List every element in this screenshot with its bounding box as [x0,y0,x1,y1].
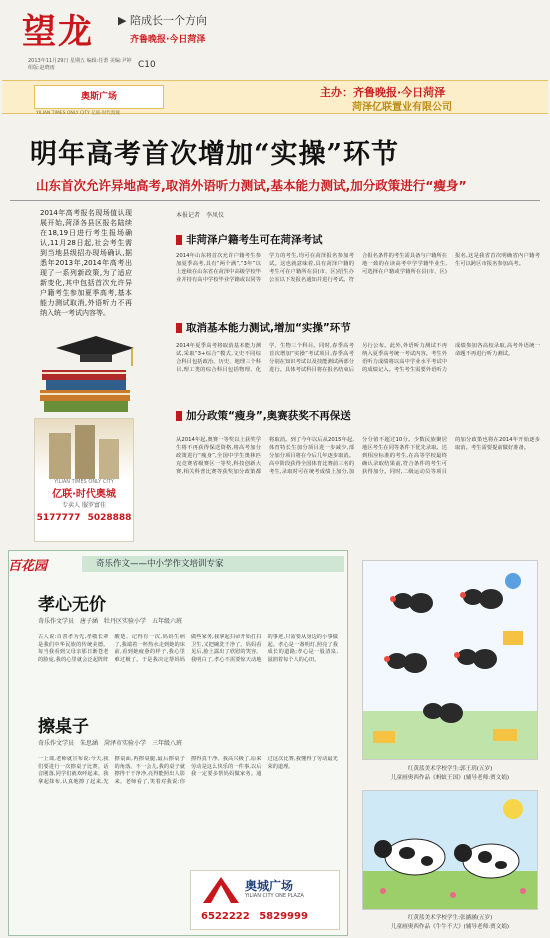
banner-ad-sub: YILIAN TIMES ONLY CITY 亿联·时代奥城 [36,111,120,116]
books-graduation-cap-icon [36,330,136,416]
section-heading-1 [176,232,323,247]
article-lead: 2014年高考报名现场值认现展开始,菏泽各县区报名陆续在18,19日进行考生报场确认,11月28日起,社会考生需到当地县级招办现场确认,据悉年2013年,2014年高考出现了一系列新政策,为了适应新变化,其中包括首次允许异户籍考生参加夏季高考,基本能力测试取消,外语听力不再纳入统一考试内容等。 [40,209,132,317]
page-number: C10 [138,60,156,70]
plaza-logo-icon [201,875,241,905]
article-subhead: 山东首次允许异地高考,取消外语听力测试,基本能力测试,加分政策进行“瘦身” [36,178,467,193]
painting-ant-kingdom[interactable] [362,560,538,760]
painting-caption-2b: 儿童画奥西作品《牛牛不大》(辅导老师:贾文娟) [390,924,510,930]
yilian-ad[interactable] [34,418,134,542]
painting-cows[interactable] [362,790,538,910]
section-body-3: 从2014年起,奥赛一等奖以上获奖学生将不再获得保送资格,将高考加分政策进行“瘦身”,全国中学生奥林匹克竞赛省级赛区一等奖,科技创新大赛,相关科普比赛等获奖加分政策都将取消。到了今年以后从2015年起,体育特长生加分项目进一步减少,部分加分项目将在今后几年逐步取消。高中阶段获得全国体育比赛前三名的考生,录取时可在统考成绩上加分,加分分值不超过10分。少数民族聚居地区考生在同等条件下优先录取。达到相应标准的考生,在高等学校最终确认录取结果前,符合条件的考生可获得加分。同时,二级运动员等项目的加分政策也将在2014年开始逐步取消。考生需要提前做好准备。 [176,437,540,475]
plaza-en: YILIAN CITY ONE PLAZA [245,893,304,899]
section-body-1: 2014年山东将首次允许户籍考生参加夏季高考,具有“两个满”,“3年”以上连续在山东省在菏泽中高级学校毕业并持有高中学校毕业学籍或以同等学力的考生,均可在菏泽报名参加考试。这也就意味着,具有菏泽户籍的考生可在户籍所在县(市、区)招生办公室以下发报名通知并进行考试。符合报名条件的考生需具备与户籍所在地一致的在读高考中学学籍毕业生,可选择在户籍或学籍所在县(市、区)报名,这是我省首次明确省内户籍考生可以跨区市报名参加高考。 [176,253,540,283]
section-heading-text: 取消基本能力测试,增加“实操”环节 [186,322,351,334]
ad-name: 亿联·时代奥城 [52,489,116,500]
ad-tag: 专卖人 服罗富佳 [62,502,106,509]
plaza-phone-1: 6522222 [201,911,250,922]
plaza-phone-2: 5829999 [259,911,308,922]
masthead-logo: 望龙 [22,12,94,52]
column-tag: 百花园 [8,559,48,574]
painting-caption-1b: 儿童画奥西作品《蚂蚁王国》(辅导老师:贾文娟) [390,775,510,781]
ant-kingdom-drawing [363,561,537,759]
column-header: 奇乐作文——中小学作文培训专家 [82,556,344,572]
ad-phones [35,513,133,523]
ad-phone-2: 5028888 [87,513,132,523]
painting-caption-2: 红黄蓝美术学校学生:张涵涵(五岁) [407,915,493,921]
article-byline: 本报记者 李凤仪 [176,212,225,219]
essay-title-2: 擦桌子 [38,717,89,737]
section-heading-3 [176,408,351,423]
banner-ad-logo[interactable] [34,85,164,109]
dateline: 2013年11月29日 星期五 编辑:任蕾 美编:尹婷 组版:赵晓雨 [28,58,132,71]
essay-body-1: 古人说:百善孝为先,孝敬长辈是我们中华民族的传统美德。每当我看到父母亲那日渐苍老的脸庞,我的心里就会泛起阵阵酸楚。记得有一次,妈妈生病了,我端着一杯热水走到她的床前,看到她疲惫的样子,我心里难过极了。于是我决定帮妈妈做些家务,我拿起扫帚开始打扫卫生,又把碗洗干净了。妈妈看见后,脸上露出了欣慰的笑容。我明白了,孝心不需要惊天动地的事迹,只需要从身边的小事做起。孝心是一盏明灯,照亮了我成长的道路;孝心是一股清泉,滋润着每个人的心田。 [38,634,338,663]
plaza-name: 奥城广场 [245,879,294,893]
essay-meta-1: 奇乐作文学员 唐子涵 牡丹区实验小学 五年级六班 [38,618,183,625]
ad-building-image [35,419,133,479]
ad-brand: YILIAN TIMES ONLY CITY [54,479,114,485]
essay-meta-2: 奇乐作文学员 朱思涵 菏泽市实验小学 三年级八班 [38,740,183,747]
section-heading-2 [176,320,351,335]
divider [10,200,540,201]
ad-phone-1: 5177777 [36,513,81,523]
building-icon [35,419,133,479]
essay-title-1: 孝心无价 [38,595,106,615]
banner-ad-name: 奥斯广场 [80,92,117,102]
section-bullet-icon [176,235,182,245]
masthead-slogan: ▶ 陪成长一个方向 [118,14,207,27]
banner-sponsor-line2: 菏泽亿联置业有限公司 [352,102,452,113]
section-body-2: 2014年夏季高考将取消基本能力测试,采取“3+综合”模式,文史不同综合科目包括政治、历史、地理三个科目,理工类的综合科目包括物理、化学、生物三个科目。同时,春季高考首次增加“实操”考试项目,春季高考分别在知识考试以及技能测试两部分进行。具体考试科目将在报名结束后另行公布。此外,外语听力测试不再纳入夏季高考统一考试内容。考生外语听力成绩将以高中学业水平考试中的成绩记入。考生考生需要外语听力成绩参加各高校录取,高考外语统一命题不再进行听力测试。 [176,343,540,373]
section-heading-text: 加分政策“瘦身”,奥赛获奖不再保送 [186,410,351,422]
section-bullet-icon [176,411,182,421]
section-bullet-icon [176,323,182,333]
painting-caption-1: 红黄蓝美术学校学生:郭王玥(五岁) [407,766,493,772]
section-heading-text: 非菏泽户籍考生可在菏泽考试 [186,234,323,246]
article-headline: 明年高考首次增加“实操”环节 [30,139,400,170]
essay-body-2: 一上课,老师就宣布说:今天,我们要进行一次擦桌子比赛。话音刚落,同学们就欢呼起来。我拿起抹布,认真地擦了起来,先擦桌面,再擦桌腿,最后擦桌子的角落。不一会儿,我的桌子就擦得干干净净,亮得能照出人影来。老师看了,笑着对我说:你擦得真干净。我高兴极了,原来劳动是这么快乐的一件事,以后我一定要多帮妈妈做家务。通过这次比赛,我懂得了劳动最光荣的道理。 [38,756,338,785]
bottom-ad[interactable] [190,870,340,930]
plaza-phones [201,911,308,922]
cows-drawing [363,791,537,909]
banner-sponsor-line1: 主办：齐鲁晚报·今日菏泽 [320,86,446,99]
masthead-brand: 齐鲁晚报·今日菏泽 [130,35,206,45]
